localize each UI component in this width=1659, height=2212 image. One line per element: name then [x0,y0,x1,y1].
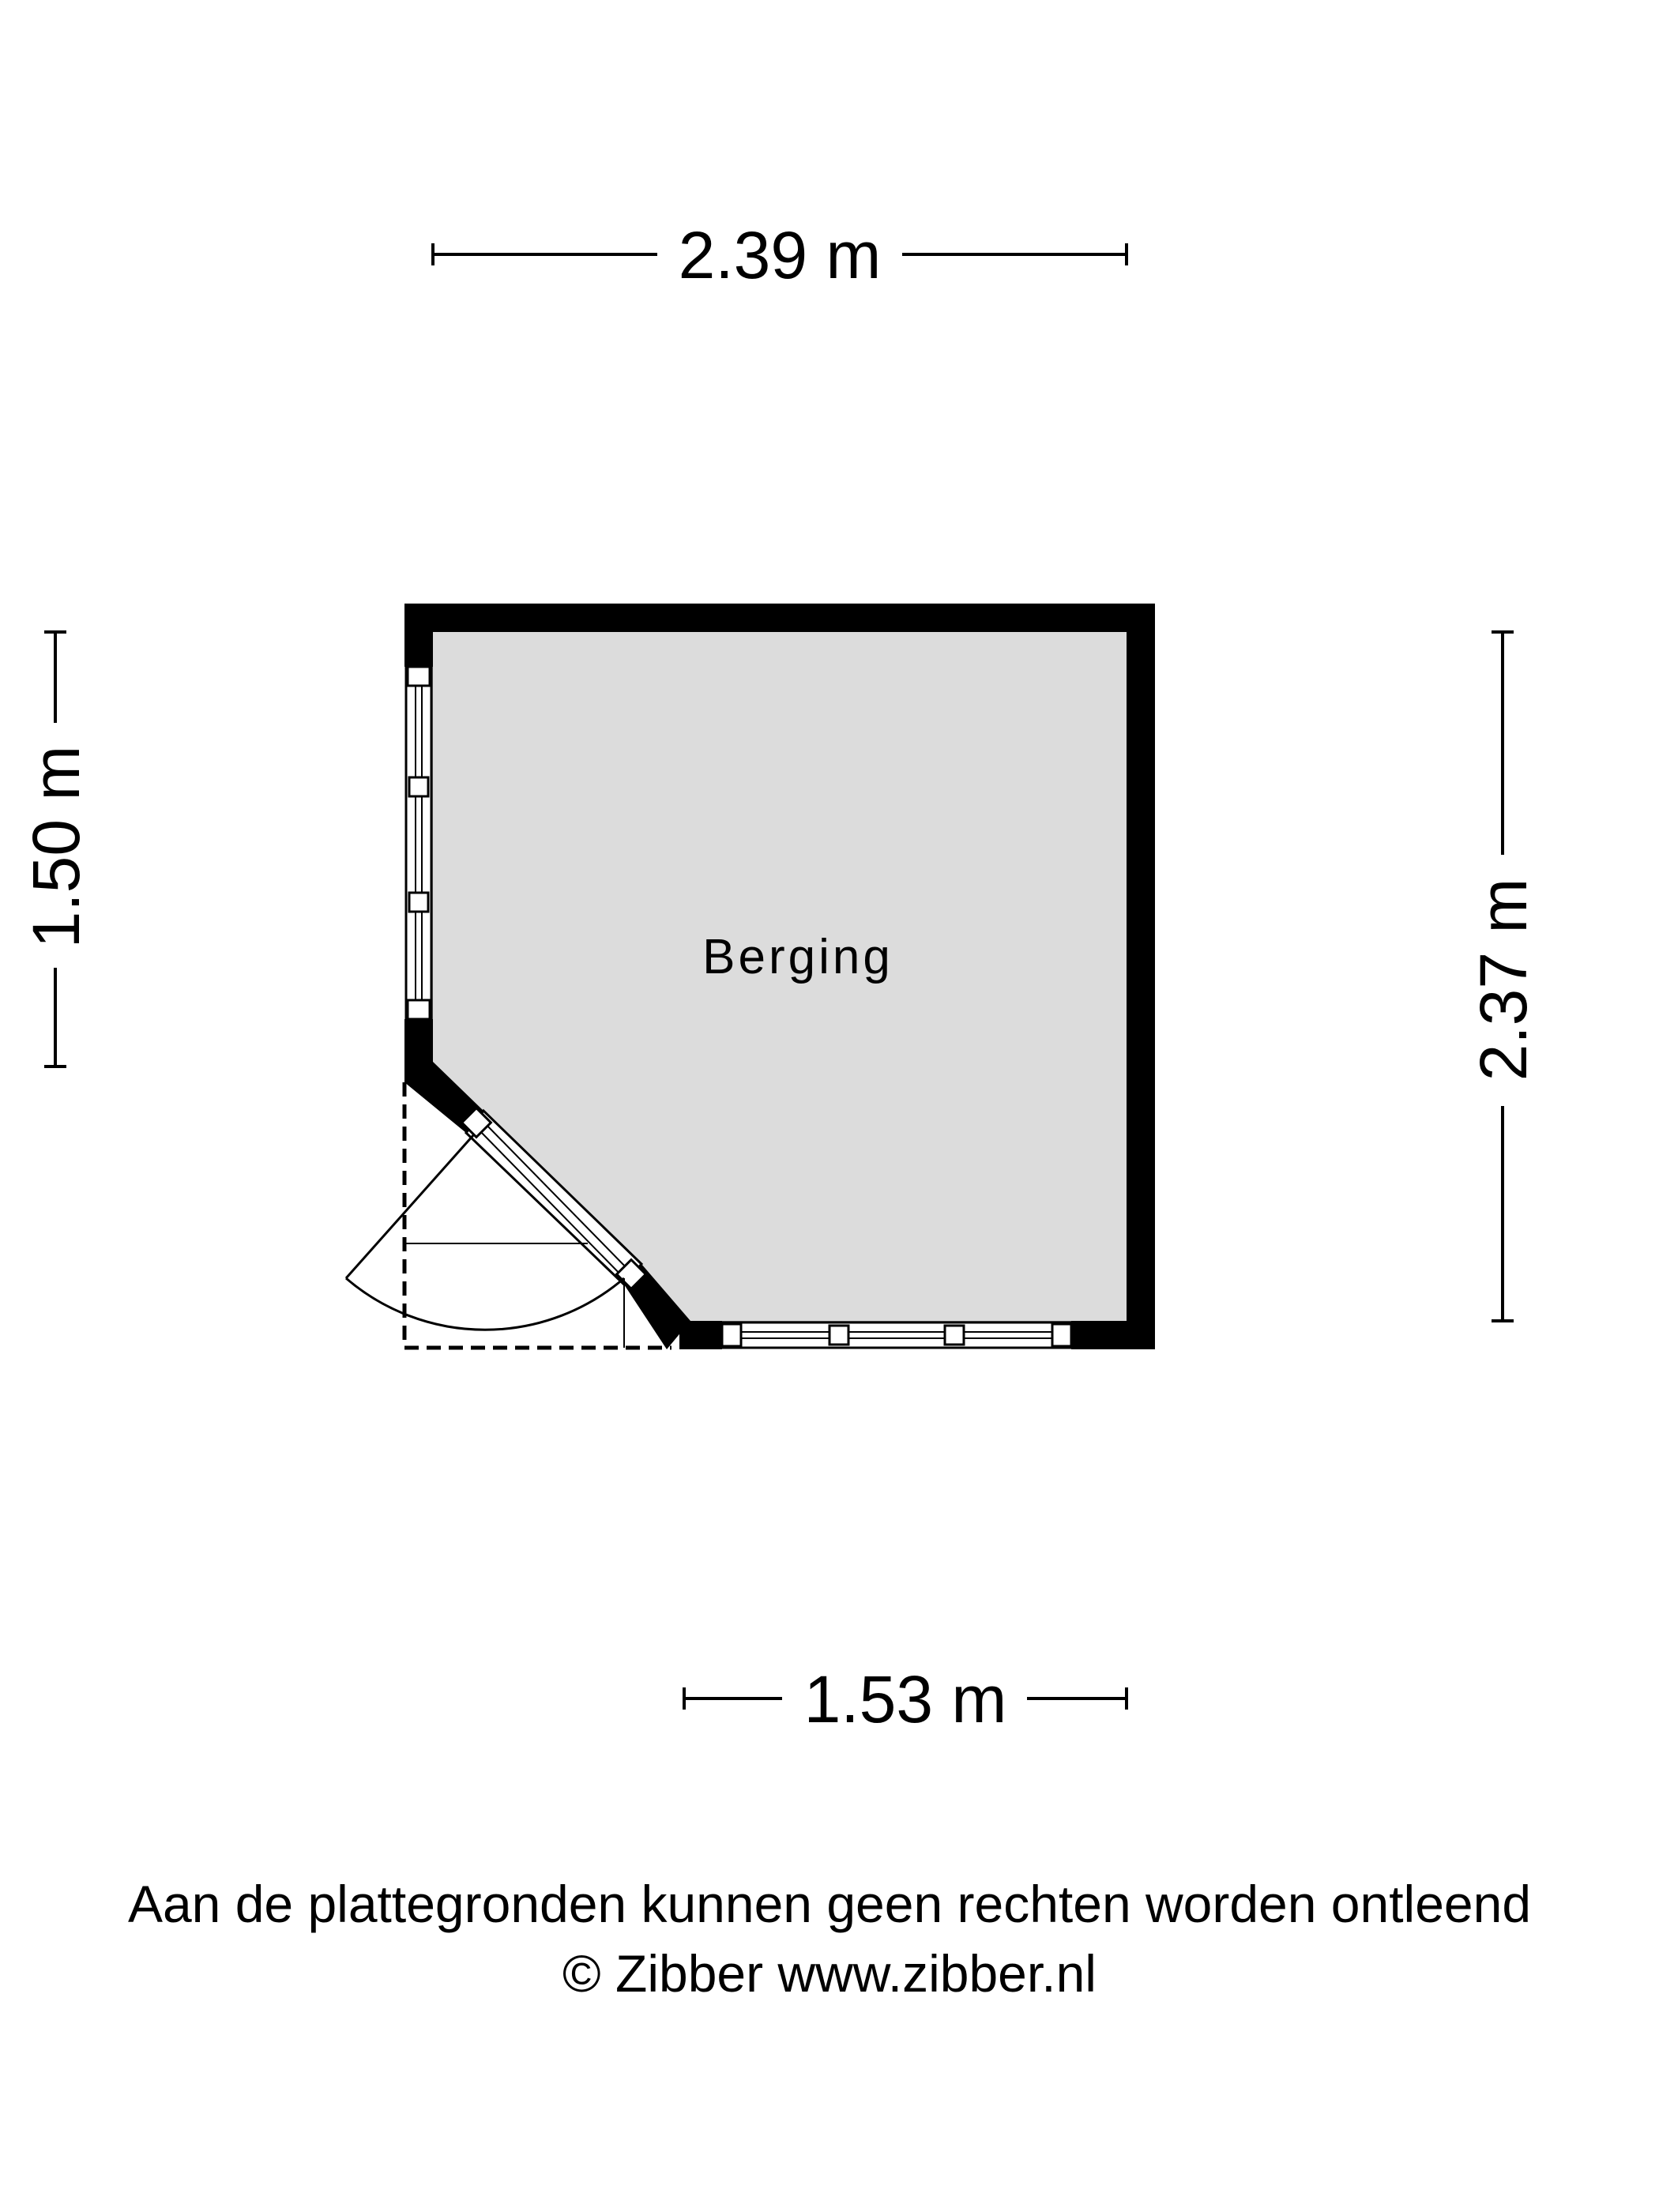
window-bottom [722,1322,1071,1348]
footer-disclaimer: Aan de plattegronden kunnen geen rechten worden ontleend [127,1875,1532,1933]
footer-credit: © Zibber www.zibber.nl [562,1944,1097,2003]
dimension-right [1466,632,1540,1321]
dimension-left [19,632,93,1066]
dimension-top [433,218,1127,292]
window-left [406,667,431,1019]
dimension-left-label: 1.50 m [19,745,93,949]
dimension-top-label: 2.39 m [678,218,882,292]
room-label: Berging [702,930,893,984]
dimension-right-label: 2.37 m [1466,878,1540,1082]
dimension-bottom-label: 1.53 m [803,1662,1007,1736]
dimension-bottom [684,1662,1127,1736]
